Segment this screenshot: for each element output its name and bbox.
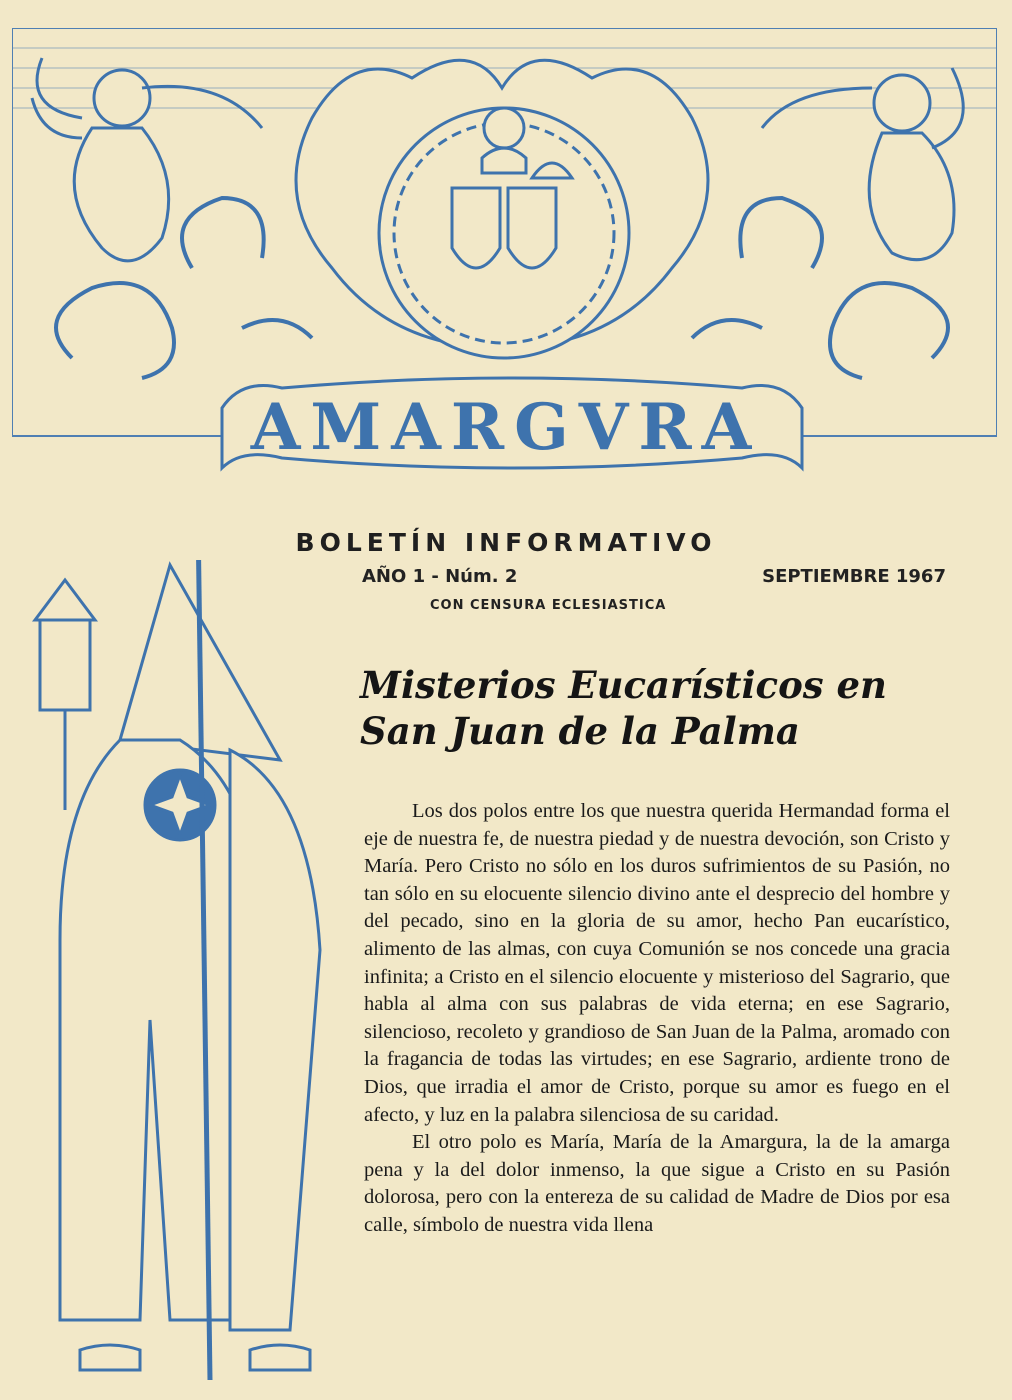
issue-number: AÑO 1 - Núm. 2 — [362, 566, 518, 587]
article-body — [364, 798, 950, 1240]
article-title-line-1: Misterios Eucarísticos en — [360, 663, 887, 707]
article-paragraph: Los dos polos entre los que nuestra querida Hermandad forma el eje de nuestra fe, de nuestra piedad y de nuestra devoción, son Cristo y María. Pero Cristo no sólo en los duros sufrimientos de su Pasión, no tan sólo en su elocuente silencio divino ante el desprecio del hombre y del pecado, sino en la gloria de su amor, hecho Pan eucarístico, alimento de las almas, con cuya Comunión se nos concede una gracia infinita; a Cristo en el silencio elocuente y misterioso del Sagrario, que habla al alma con sus palabras de vida eterna; en ese Sagrario, silencioso, recoleto y grandioso de San Juan de la Palma, aromado con la fragancia de todas las virtudes; en ese Sagrario, ardiente trono de Dios, que irradia el amor de Cristo, porque su amor es fuego en el afecto, y luz en la palabra silenciosa de su caridad. — [364, 800, 950, 1126]
coat-of-arms-icon — [296, 60, 708, 358]
article-title — [360, 662, 920, 754]
title-banner — [232, 382, 780, 480]
lantern-icon — [40, 620, 90, 710]
censorship-note: CON CENSURA ECLESIASTICA — [430, 598, 667, 613]
issue-date: SEPTIEMBRE 1967 — [762, 566, 946, 587]
article-paragraph: El otro polo es María, María de la Amargura, la de la amarga pena y la del dolor inmenso, la que sigue a Cristo en su Pasión dolorosa, pero con la entereza de su calidad de Madre de Dios por esa calle, símbolo de nuestra vida llena — [364, 1131, 950, 1236]
nazareno-figure-illustration — [20, 560, 350, 1390]
masthead-title: AMARGVRA — [250, 390, 762, 465]
article-title-line-2: San Juan de la Palma — [360, 709, 800, 753]
right-cherub-icon — [762, 68, 963, 260]
bulletin-subtitle: BOLETÍN INFORMATIVO — [295, 528, 717, 557]
